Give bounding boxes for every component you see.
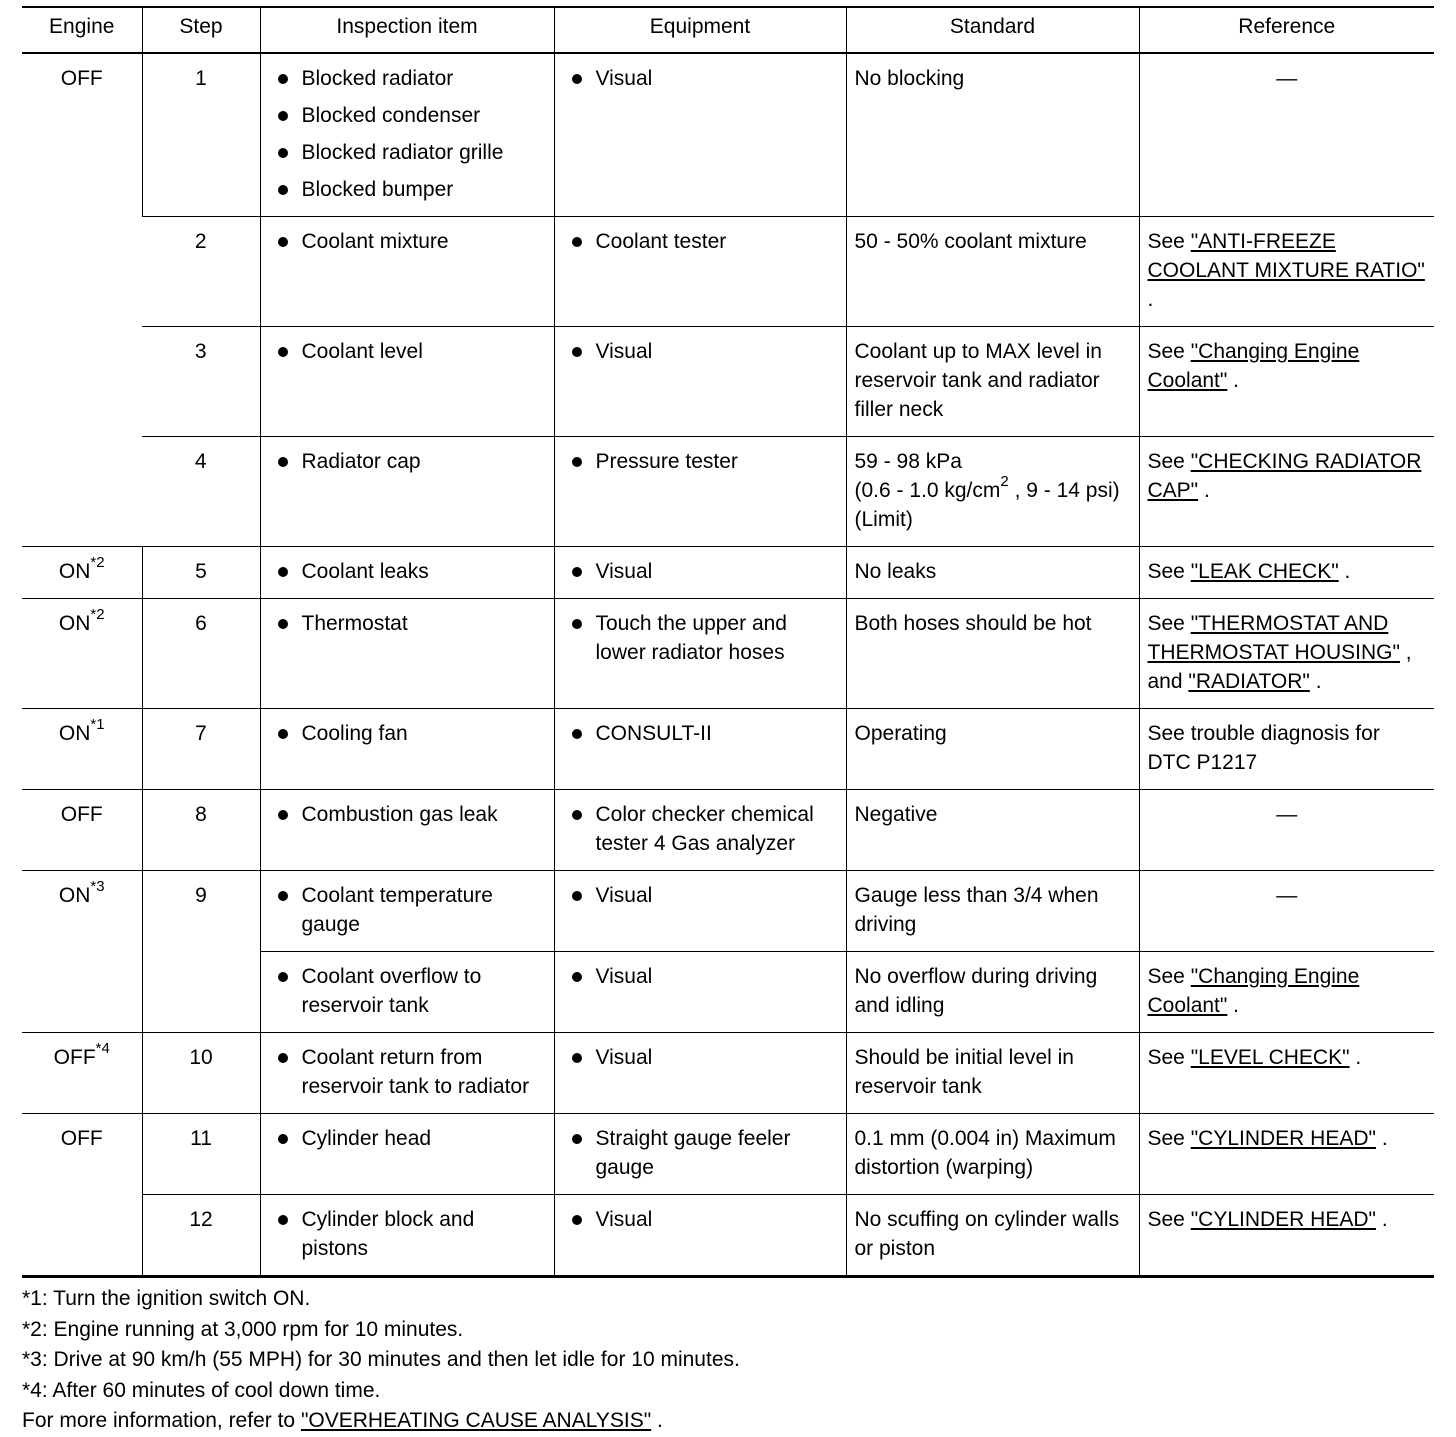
more-info-line: For more information, refer to "OVERHEATING CAUSE ANALYSIS" . (22, 1409, 663, 1432)
bullet-icon (572, 1134, 582, 1144)
engine-cell: ON$^{*1}$ (22, 709, 142, 790)
standard-cell: Coolant up to MAX level in reservoir tank and radiator filler neck (846, 327, 1139, 437)
reference-cell: See "CYLINDER HEAD" . (1139, 1114, 1434, 1195)
table-row (22, 53, 1434, 217)
table-row (22, 871, 1434, 952)
equipment-cell: CONSULT-II (554, 709, 846, 790)
table-row (22, 1195, 1434, 1277)
standard-cell: Negative (846, 790, 1139, 871)
inspection-item-cell: Coolant level (260, 327, 554, 437)
reference-link[interactable]: "CHECKING RADIATOR CAP" (1147, 450, 1422, 502)
bullet-icon (572, 457, 582, 467)
standard-cell: Should be initial level in reservoir tank (846, 1033, 1139, 1114)
standard-cell: No overflow during driving and idling (846, 952, 1139, 1033)
engine-cell: OFF$^{*4}$ (22, 1033, 142, 1114)
reference-cell (1139, 53, 1434, 217)
bullet-icon (572, 1215, 582, 1225)
step-cell: 11 (142, 1114, 260, 1195)
inspection-item-cell: Cooling fan (260, 709, 554, 790)
equipment-cell: Coolant tester (554, 217, 846, 327)
bullet-icon (572, 972, 582, 982)
table-row (22, 547, 1434, 599)
reference-link-radiator[interactable]: "RADIATOR" (1188, 670, 1310, 693)
table-row (22, 217, 1434, 327)
table-row (22, 1114, 1434, 1195)
standard-cell: Gauge less than 3/4 when driving (846, 871, 1139, 952)
standard-cell: 50 - 50% coolant mixture (846, 217, 1139, 327)
standard-cell: No blocking (846, 53, 1139, 217)
equipment-cell: Visual (554, 547, 846, 599)
em-dash: — (1276, 803, 1298, 826)
footnotes (22, 1284, 1434, 1437)
equipment-cell: Visual (554, 1195, 846, 1277)
inspection-item-cell (260, 53, 554, 217)
reference-cell: See "Changing Engine Coolant" . (1139, 327, 1434, 437)
inspection-item-cell: Thermostat (260, 599, 554, 709)
header-engine: Engine (22, 7, 142, 53)
step-cell: 4 (142, 437, 260, 547)
inspection-item-cell: Cylinder block and pistons (260, 1195, 554, 1277)
bullet-icon (278, 567, 288, 577)
footnote-2: *2: Engine running at 3,000 rpm for 10 minutes. (22, 1317, 464, 1341)
list-item: Blocked bumper (269, 175, 546, 204)
standard-cell: 0.1 mm (0.004 in) Maximum distortion (warping) (846, 1114, 1139, 1195)
list-item: Blocked radiator (269, 64, 546, 93)
equipment-cell: Touch the upper and lower radiator hoses (554, 599, 846, 709)
em-dash: — (1276, 67, 1298, 90)
standard-cell: No scuffing on cylinder walls or piston (846, 1195, 1139, 1277)
step-cell: 8 (142, 790, 260, 871)
reference-link[interactable]: "LEVEL CHECK" (1190, 1046, 1350, 1069)
header-reference: Reference (1139, 7, 1434, 53)
reference-cell: See "CYLINDER HEAD" . (1139, 1195, 1434, 1277)
bullet-icon (278, 891, 288, 901)
bullet-icon (572, 1053, 582, 1063)
reference-cell: See "LEVEL CHECK" . (1139, 1033, 1434, 1114)
bullet-icon (572, 810, 582, 820)
reference-cell: See "THERMOSTAT AND THERMOSTAT HOUSING" , and "RADIATOR" . (1139, 599, 1434, 709)
list-item: Blocked radiator grille (269, 138, 546, 167)
header-standard: Standard (846, 7, 1139, 53)
step-cell: 2 (142, 217, 260, 327)
equipment-cell: Straight gauge feeler gauge (554, 1114, 846, 1195)
bullet-icon (572, 347, 582, 357)
step-cell: 9 (142, 871, 260, 1033)
reference-cell: See "CHECKING RADIATOR CAP" . (1139, 437, 1434, 547)
bullet-icon (572, 619, 582, 629)
table-row (22, 709, 1434, 790)
engine-cell: ON$^{*3}$ (22, 871, 142, 1033)
inspection-document (22, 6, 1434, 1437)
bullet-icon (572, 567, 582, 577)
overheating-analysis-link[interactable]: "OVERHEATING CAUSE ANALYSIS" (300, 1409, 652, 1432)
footnote-1: *1: Turn the ignition switch ON. (22, 1287, 311, 1310)
header-inspection-item: Inspection item (260, 7, 554, 53)
bullet-icon (572, 237, 582, 247)
equipment-cell: Visual (554, 952, 846, 1033)
inspection-item-cell: Coolant return from reservoir tank to radiator (260, 1033, 554, 1114)
bullet-icon (572, 891, 582, 901)
bullet-icon (278, 237, 288, 247)
footnote-4: *4: After 60 minutes of cool down time. (22, 1378, 381, 1402)
equipment-cell: Color checker chemical tester 4 Gas analyzer (554, 790, 846, 871)
footnote-3: *3: Drive at 90 km/h (55 MPH) for 30 minutes and then let idle for 10 minutes. (22, 1348, 740, 1371)
header-step: Step (142, 7, 260, 53)
reference-link[interactable]: "THERMOSTAT AND THERMOSTAT HOUSING" (1147, 612, 1400, 664)
bullet-icon (278, 972, 288, 982)
step-cell: 12 (142, 1195, 260, 1277)
bullet-icon (278, 74, 288, 84)
inspection-item-cell: Radiator cap (260, 437, 554, 547)
standard-cell: Operating (846, 709, 1139, 790)
bullet-icon (278, 1053, 288, 1063)
bullet-icon (278, 1134, 288, 1144)
equipment-cell: Pressure tester (554, 437, 846, 547)
header-equipment: Equipment (554, 7, 846, 53)
bullet-icon (278, 457, 288, 467)
reference-cell: See trouble diagnosis for DTC P1217 (1139, 709, 1434, 790)
standard-cell: No leaks (846, 547, 1139, 599)
equipment-cell: Visual (554, 1033, 846, 1114)
bullet-icon (278, 810, 288, 820)
inspection-item-cell: Coolant mixture (260, 217, 554, 327)
bullet-icon (278, 729, 288, 739)
engine-cell: OFF (22, 790, 142, 871)
reference-cell: See "LEAK CHECK" . (1139, 547, 1434, 599)
reference-cell: See "ANTI-FREEZE COOLANT MIXTURE RATIO" . (1139, 217, 1434, 327)
step-cell: 1 (142, 53, 260, 217)
table-row (22, 327, 1434, 437)
equipment-cell: Visual (554, 53, 846, 217)
engine-cell: ON$^{*2}$ (22, 547, 142, 599)
table-row (22, 790, 1434, 871)
bullet-icon (278, 148, 288, 158)
bullet-icon (278, 619, 288, 629)
reference-cell: See "Changing Engine Coolant" . (1139, 952, 1434, 1033)
table-header-row (22, 7, 1434, 53)
equipment-cell: Visual (554, 871, 846, 952)
inspection-item-cell: Cylinder head (260, 1114, 554, 1195)
reference-link[interactable]: "ANTI-FREEZE COOLANT MIXTURE RATIO" (1147, 230, 1425, 282)
table-row (22, 599, 1434, 709)
table-row (22, 437, 1434, 547)
inspection-item-cell: Coolant overflow to reservoir tank (260, 952, 554, 1033)
bullet-icon (278, 1215, 288, 1225)
step-cell: 10 (142, 1033, 260, 1114)
reference-link[interactable]: "LEAK CHECK" (1190, 560, 1339, 583)
reference-link[interactable]: "CYLINDER HEAD" (1190, 1127, 1376, 1150)
reference-link[interactable]: "Changing Engine Coolant" (1147, 340, 1360, 392)
step-cell: 3 (142, 327, 260, 437)
bullet-icon (278, 347, 288, 357)
em-dash: — (1276, 884, 1298, 907)
inspection-item-cell: Coolant temperature gauge (260, 871, 554, 952)
engine-cell: OFF (22, 1114, 142, 1277)
table-row (22, 1033, 1434, 1114)
reference-link[interactable]: "CYLINDER HEAD" (1190, 1208, 1376, 1231)
reference-cell (1139, 790, 1434, 871)
bullet-icon (278, 185, 288, 195)
engine-cell: OFF (60, 67, 103, 90)
inspection-item-cell: Combustion gas leak (260, 790, 554, 871)
reference-cell (1139, 871, 1434, 952)
standard-cell: Both hoses should be hot (846, 599, 1139, 709)
step-cell: 5 (142, 547, 260, 599)
bullet-icon (572, 729, 582, 739)
cooling-system-inspection-table (22, 6, 1434, 1278)
step-cell: 6 (142, 599, 260, 709)
inspection-item-cell: Coolant leaks (260, 547, 554, 599)
engine-cell: ON$^{*2}$ (22, 599, 142, 709)
bullet-icon (572, 74, 582, 84)
list-item: Blocked condenser (269, 101, 546, 130)
bullet-icon (278, 111, 288, 121)
standard-cell: 59 - 98 kPa (0.6 - 1.0 $kg/cm^2$ , 9 - 14 psi) (Limit) (846, 437, 1139, 547)
step-cell: 7 (142, 709, 260, 790)
reference-link[interactable]: "Changing Engine Coolant" (1147, 965, 1360, 1017)
equipment-cell: Visual (554, 327, 846, 437)
